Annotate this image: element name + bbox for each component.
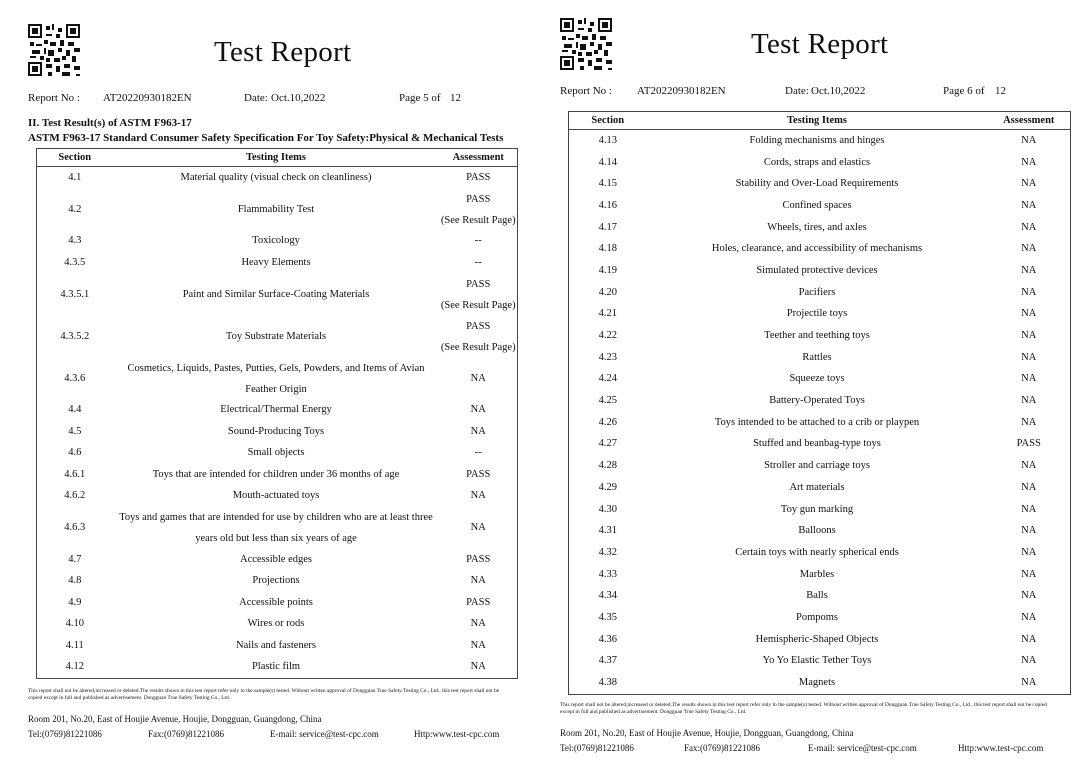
item-line-2: Feather Origin [245, 383, 307, 395]
assessment-cell [440, 274, 518, 316]
section-cell: 4.23 [598, 351, 617, 363]
page-total: 12 [450, 92, 461, 104]
assessment-cell: NA [1021, 611, 1037, 623]
assessment-cell [440, 189, 518, 231]
contact-line [28, 729, 508, 741]
assessment-cell: NA [1021, 351, 1037, 363]
table-row [37, 549, 518, 571]
section-cell: 4.14 [598, 156, 617, 168]
page-title: Test Report [214, 36, 352, 68]
section-cell: 4.15 [598, 178, 617, 190]
item-cell: Stability and Over-Load Requirements [735, 178, 899, 190]
section-cell: 4.5 [68, 425, 82, 437]
assessment-cell: NA [470, 522, 486, 533]
section-cell: 4.27 [598, 438, 617, 450]
item-cell: Folding mechanisms and hinges [749, 134, 885, 146]
item-cell: Hemispheric-Shaped Objects [755, 633, 879, 645]
item-cell: Yo Yo Elastic Tether Toys [762, 655, 872, 667]
section-cell: 4.6.3 [64, 522, 86, 533]
section-heading: II. Test Result(s) of ASTM F963-17 [28, 117, 192, 129]
item-cell: Heavy Elements [241, 256, 311, 268]
section-cell: 4.16 [598, 199, 617, 211]
report-page-5 [0, 0, 530, 771]
section-cell: 4.22 [598, 330, 617, 342]
table-row [569, 629, 1071, 651]
item-cell: Marbles [799, 568, 835, 580]
assessment-cell: NA [1021, 286, 1037, 298]
section-cell: 4.3.5 [64, 256, 86, 268]
report-date: Oct.10,2022 [811, 85, 866, 97]
item-cell: Confined spaces [782, 199, 852, 211]
item-cell: Cords, straps and elastics [763, 156, 871, 168]
assessment-cell: -- [474, 256, 482, 268]
item-cell: Accessible edges [239, 553, 312, 565]
item-cell: Pacifiers [798, 286, 836, 298]
assessment-cell: NA [1021, 178, 1037, 190]
table-row [569, 672, 1071, 694]
assessment-cell: NA [1021, 156, 1037, 168]
item-cell: Squeeze toys [789, 373, 845, 385]
section-cell: 4.37 [598, 655, 617, 667]
table-row [569, 260, 1071, 282]
item-cell: Toy gun marking [780, 503, 854, 515]
assessment-cell: -- [474, 235, 482, 247]
item-cell: Mouth-actuated toys [232, 490, 320, 502]
item-cell: Battery-Operated Toys [769, 395, 865, 407]
fax: Fax:(0769)81221086 [684, 743, 760, 753]
section-cell: 4.32 [598, 546, 617, 558]
table-row [569, 152, 1071, 174]
assessment-cell: NA [1021, 395, 1037, 407]
contact-line [560, 743, 1060, 755]
report-date: Oct.10,2022 [271, 92, 326, 104]
item-cell: Art materials [789, 481, 845, 493]
section-cell: 4.17 [598, 221, 617, 233]
item-cell: Simulated protective devices [756, 264, 878, 276]
item-cell: Magnets [798, 677, 836, 689]
section-cell: 4.24 [598, 373, 617, 385]
assessment-cell: PASS [466, 468, 491, 480]
section-cell: 4.38 [598, 677, 617, 689]
table-row [569, 347, 1071, 369]
section-cell: 4.34 [598, 590, 617, 602]
section-cell: 4.3.6 [64, 372, 86, 384]
assessment-cell: NA [470, 404, 486, 416]
email: E-mail: service@test-cpc.com [808, 743, 917, 753]
item-cell: Wheels, tires, and axles [767, 221, 867, 233]
table-row [37, 189, 518, 231]
item-line-2: years old but less than six years of age [195, 533, 357, 544]
item-cell: Projectile toys [786, 308, 848, 320]
section-cell: 4.4 [68, 404, 82, 416]
table-row [569, 173, 1071, 195]
assessment-cell [440, 316, 518, 358]
table-row [37, 400, 518, 422]
footer-disclaimer: This report shall not be altered,increased or deleted.The results shown in this test report refer only to the sample(s) tested. Without written approval of Dongguan True Safety Testing Co., Ltd., this test report shall not be copied except in full and published as advertisement. Dongguan True Safety Testing Co., Ltd. [28, 688, 500, 701]
assessment-cell: NA [1021, 481, 1037, 493]
table-row [569, 304, 1071, 326]
assessment-cell: NA [1021, 590, 1037, 602]
section-cell: 4.25 [598, 395, 617, 407]
table-header [37, 149, 518, 167]
qr-code-icon [28, 24, 80, 76]
assessment-cell: NA [470, 490, 486, 502]
assessment-cell: NA [1021, 525, 1037, 537]
section-cell: 4.8 [68, 575, 82, 587]
section-cell: 4.18 [598, 243, 617, 255]
item-line-1: Cosmetics, Liquids, Pastes, Putties, Gels, Powders, and Items of Avian [127, 362, 425, 374]
email: E-mail: service@test-cpc.com [270, 729, 379, 739]
section-cell: 4.13 [598, 134, 617, 146]
assessment-cell: NA [470, 618, 486, 630]
header-section: Section [569, 112, 647, 130]
section-cell: 4.10 [65, 618, 84, 630]
item-cell: Toys that are intended for children under 36 months of age [152, 468, 400, 480]
table-row [569, 499, 1071, 521]
assessment-cell: PASS [466, 171, 491, 183]
table-row [37, 486, 518, 508]
assessment-cell: NA [1021, 677, 1037, 689]
item-cell: Sound-Producing Toys [227, 425, 325, 437]
item-cell: Pompoms [795, 611, 838, 623]
item-cell [113, 358, 440, 400]
fax: Fax:(0769)81221086 [148, 729, 224, 739]
item-line-1: Toys and games that are intended for use by children who are at least three [119, 512, 433, 523]
table-row [37, 464, 518, 486]
item-cell: Holes, clearance, and accessibility of mechanisms [711, 243, 923, 255]
table-row [37, 571, 518, 593]
table-row [37, 274, 518, 316]
assessment-cell: NA [470, 575, 486, 587]
assessment-cell: NA [1021, 199, 1037, 211]
table-row [569, 238, 1071, 260]
report-no: AT20220930182EN [103, 92, 192, 104]
item-cell: Accessible points [239, 596, 313, 608]
assessment-cell: NA [1021, 264, 1037, 276]
footer-disclaimer: This report shall not be altered,increased or deleted.The results shown in this test report refer only to the sample(s) tested. Without written approval of Dongguan True Safety Testing Co., Ltd., this test report shall not be copied except in full and published as advertisement. Dongguan True Safety Testing Co., Ltd. [560, 702, 1047, 715]
assessment-note: (See Result Page) [440, 299, 516, 311]
item-cell: Flammability Test [237, 203, 315, 215]
table-row [37, 316, 518, 358]
assessment-cell: NA [470, 372, 486, 384]
item-cell: Balls [806, 590, 828, 602]
section-cell: 4.9 [68, 596, 82, 608]
item-cell: Balloons [798, 525, 836, 537]
table-row [37, 635, 518, 657]
table-row [37, 252, 518, 274]
section-cell: 4.3.5.2 [60, 330, 90, 342]
table-row [37, 231, 518, 253]
item-cell: Rattles [802, 351, 832, 363]
table-row [37, 167, 518, 189]
table-row [569, 455, 1071, 477]
section-cell: 4.6 [68, 447, 82, 459]
table-row [37, 421, 518, 443]
table-row [569, 412, 1071, 434]
table-row [37, 507, 518, 549]
item-cell: Electrical/Thermal Energy [220, 404, 332, 416]
item-cell: Toxicology [252, 235, 300, 247]
header-assessment: Assessment [440, 149, 518, 167]
section-cell: 4.12 [65, 661, 84, 673]
section-cell: 4.31 [598, 525, 617, 537]
standard-heading: ASTM F963-17 Standard Consumer Safety Specification For Toy Safety:Physical & Mechanical Tests [28, 132, 504, 144]
table-row [569, 564, 1071, 586]
table-row [569, 542, 1071, 564]
table-row [569, 195, 1071, 217]
section-cell: 4.29 [598, 481, 617, 493]
table-header [569, 112, 1071, 130]
assessment-cell: NA [1021, 503, 1037, 515]
company-address: Room 201, No.20, East of Houjie Avenue, Houjie, Dongguan, Guangdong, China [28, 714, 322, 724]
assessment-note: (See Result Page) [440, 214, 516, 226]
assessment-cell: NA [1021, 655, 1037, 667]
page-label: Page 5 of [399, 92, 441, 104]
table-row [37, 592, 518, 614]
table-row [569, 585, 1071, 607]
tel: Tel:(0769)81221086 [560, 743, 634, 753]
header-section: Section [37, 149, 113, 167]
section-cell: 4.3 [68, 235, 82, 247]
table-row [569, 651, 1071, 673]
table-row [569, 434, 1071, 456]
page-total: 12 [995, 85, 1006, 97]
section-cell: 4.20 [598, 286, 617, 298]
item-cell: Small objects [247, 447, 305, 459]
table-row [569, 282, 1071, 304]
date-label: Date: [785, 85, 809, 97]
table-row [37, 443, 518, 465]
assessment-cell: -- [474, 447, 482, 459]
assessment-cell: NA [1021, 460, 1037, 472]
assessment-cell: NA [1021, 134, 1037, 146]
website: Http:www.test-cpc.com [414, 729, 500, 739]
item-cell: Paint and Similar Surface-Coating Materials [182, 288, 370, 300]
assessment-value: PASS [466, 193, 491, 205]
table-row [37, 358, 518, 400]
assessment-note: (See Result Page) [440, 341, 516, 353]
assessment-cell: NA [470, 661, 486, 673]
table-row [569, 325, 1071, 347]
section-cell: 4.7 [68, 553, 82, 565]
tel: Tel:(0769)81221086 [28, 729, 102, 739]
item-cell: Teether and teething toys [764, 330, 870, 342]
item-cell: Toy Substrate Materials [225, 330, 327, 342]
section-cell: 4.26 [598, 416, 617, 428]
page-title: Test Report [751, 28, 889, 60]
table-row [37, 614, 518, 636]
report-no-label: Report No : [28, 92, 80, 104]
item-cell: Toys intended to be attached to a crib or playpen [714, 416, 920, 428]
assessment-value: PASS [466, 320, 491, 332]
assessment-value: PASS [466, 278, 491, 290]
test-results-table [568, 111, 1071, 695]
assessment-cell: PASS [466, 596, 491, 608]
header-testing-items: Testing Items [647, 112, 988, 130]
header-assessment: Assessment [988, 112, 1071, 130]
page-label: Page 6 of [943, 85, 985, 97]
section-cell: 4.35 [598, 611, 617, 623]
table-row [569, 390, 1071, 412]
date-label: Date: [244, 92, 268, 104]
assessment-cell: NA [1021, 633, 1037, 645]
assessment-cell: NA [1021, 373, 1037, 385]
report-meta [28, 92, 518, 106]
qr-code-icon [560, 18, 612, 70]
report-no: AT20220930182EN [637, 85, 726, 97]
item-cell: Wires or rods [247, 618, 305, 630]
item-cell: Stuffed and beanbag-type toys [753, 438, 881, 450]
section-cell: 4.3.5.1 [60, 288, 90, 300]
company-address: Room 201, No.20, East of Houjie Avenue, Houjie, Dongguan, Guangdong, China [560, 728, 854, 738]
table-row [569, 369, 1071, 391]
table-row [569, 217, 1071, 239]
assessment-cell: NA [1021, 546, 1037, 558]
assessment-cell: NA [470, 639, 486, 651]
section-cell: 4.28 [598, 460, 617, 472]
assessment-cell: NA [470, 425, 486, 437]
table-row [569, 477, 1071, 499]
section-cell: 4.1 [68, 171, 82, 183]
section-cell: 4.36 [598, 633, 617, 645]
section-cell: 4.2 [68, 203, 82, 215]
item-cell: Material quality (visual check on cleanliness) [180, 171, 372, 183]
assessment-cell: NA [1021, 330, 1037, 342]
table-row [37, 657, 518, 679]
section-cell: 4.19 [598, 264, 617, 276]
assessment-cell: NA [1021, 243, 1037, 255]
item-cell: Nails and fasteners [236, 639, 316, 651]
website: Http:www.test-cpc.com [958, 743, 1044, 753]
assessment-cell: PASS [466, 553, 491, 565]
header-testing-items: Testing Items [113, 149, 440, 167]
item-cell: Plastic film [251, 661, 301, 673]
table-row [569, 130, 1071, 152]
assessment-cell: NA [1021, 416, 1037, 428]
section-cell: 4.11 [65, 639, 84, 651]
test-results-table [36, 148, 518, 679]
report-no-label: Report No : [560, 85, 612, 97]
item-cell: Stroller and carriage toys [764, 460, 870, 472]
assessment-cell: NA [1021, 221, 1037, 233]
section-cell: 4.33 [598, 568, 617, 580]
item-cell [113, 507, 440, 549]
item-cell: Projections [252, 575, 300, 587]
assessment-cell: PASS [1016, 438, 1041, 450]
table-row [569, 607, 1071, 629]
section-cell: 4.30 [598, 503, 617, 515]
report-page-6 [548, 0, 1084, 771]
table-row [569, 520, 1071, 542]
section-cell: 4.6.2 [64, 490, 86, 502]
item-cell: Certain toys with nearly spherical ends [735, 546, 899, 558]
assessment-cell: NA [1021, 308, 1037, 320]
report-meta [560, 85, 1070, 99]
assessment-cell: NA [1021, 568, 1037, 580]
section-cell: 4.6.1 [64, 468, 86, 480]
section-cell: 4.21 [598, 308, 617, 320]
